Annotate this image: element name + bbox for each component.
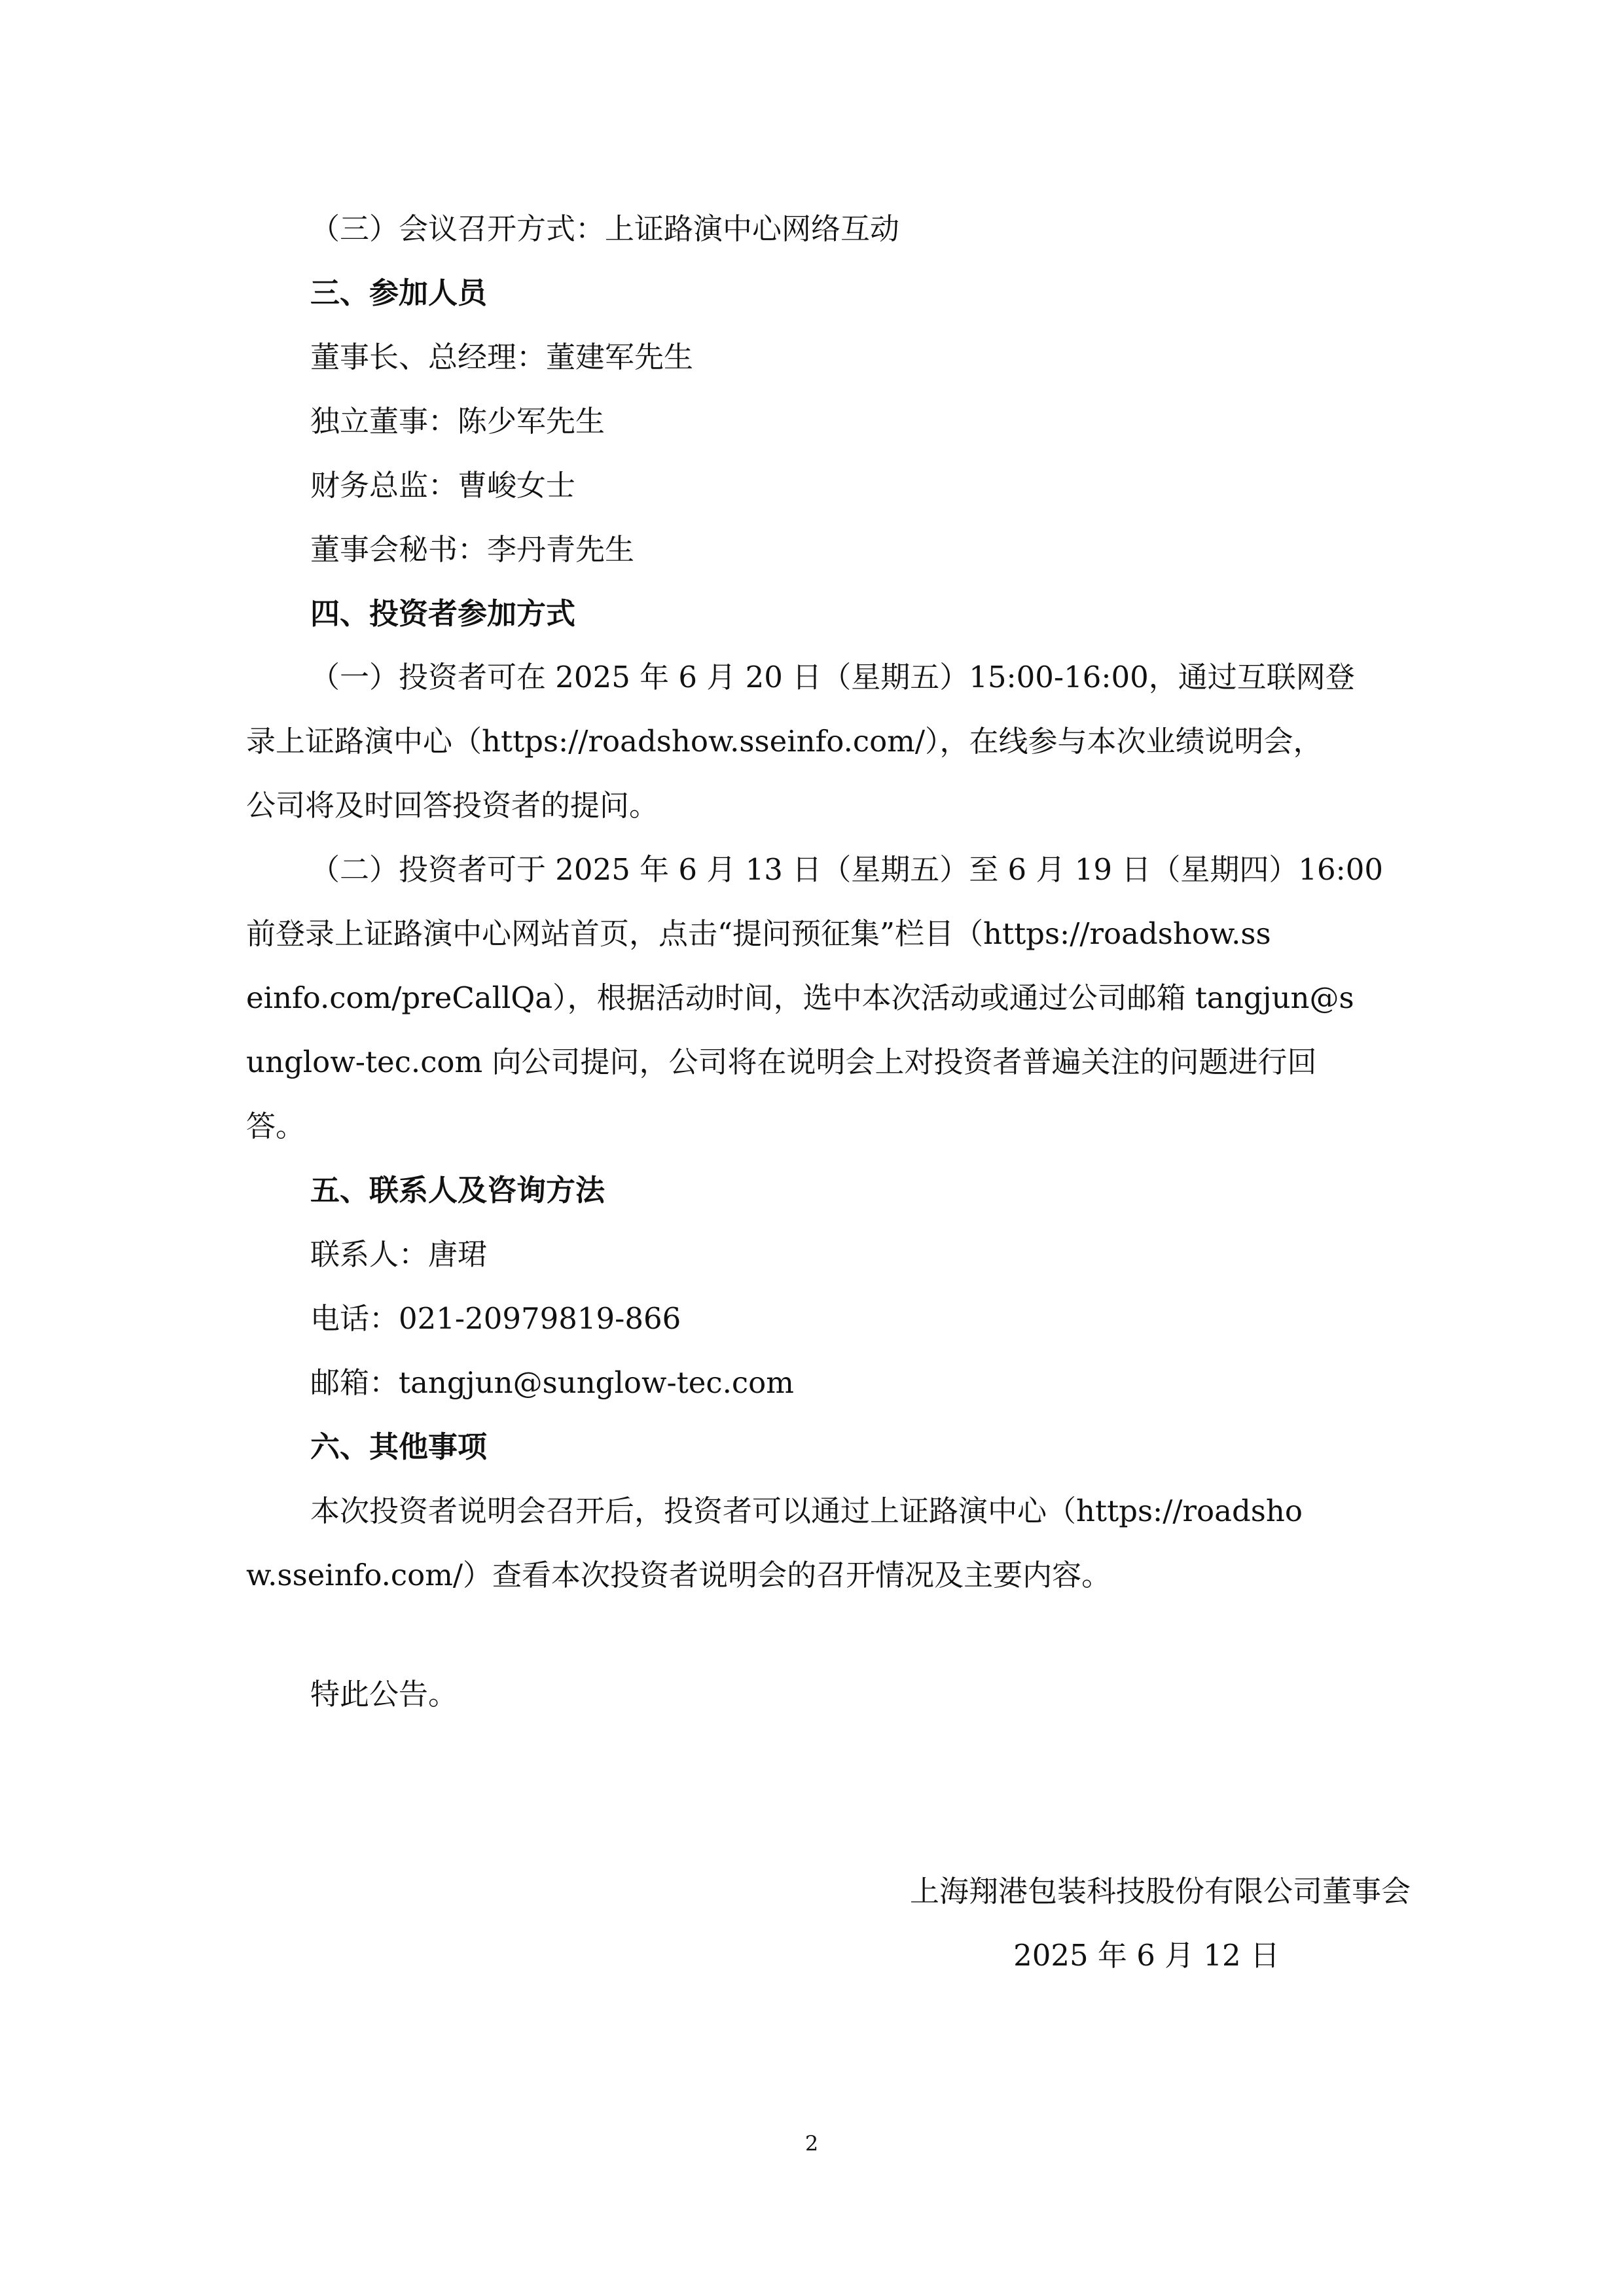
meeting-method-line: （三）会议召开方式：上证路演中心网络互动 — [310, 211, 900, 246]
investor-p2-line4: unglow-tec.com 向公司提问，公司将在说明会上对投资者普遍关注的问题进行回 — [246, 1045, 1317, 1079]
investor-participation-heading: 四、投资者参加方式 — [310, 596, 576, 631]
investor-p2-line3: einfo.com/preCallQa），根据活动时间，选中本次活动或通过公司邮箱 tangjun@s — [246, 980, 1354, 1015]
investor-p2-line2: 前登录上证路演中心网站首页，点击“提问预征集”栏目（https://roadshow.ss — [246, 916, 1271, 951]
participant-independent-director: 独立董事：陈少军先生 — [310, 404, 605, 439]
investor-p1-line2: 录上证路演中心（https://roadshow.sseinfo.com/），在线参与本次业绩说明会， — [246, 724, 1323, 759]
other-matters-heading: 六、其他事项 — [310, 1429, 488, 1464]
other-matters-line1: 本次投资者说明会召开后，投资者可以通过上证路演中心（https://roadsho — [310, 1494, 1303, 1528]
participants-heading: 三、参加人员 — [310, 276, 488, 310]
participant-board-secretary: 董事会秘书：李丹青先生 — [310, 532, 635, 567]
investor-p1-line1: （一）投资者可在 2025 年 6 月 20 日（星期五）15:00-16:00，通过互联网登 — [310, 660, 1355, 694]
page-number: 2 — [804, 2131, 819, 2156]
participant-chairman: 董事长、总经理：董建军先生 — [310, 340, 694, 374]
other-matters-line2: w.sseinfo.com/）查看本次投资者说明会的召开情况及主要内容。 — [246, 1558, 1111, 1592]
signature-company: 上海翔港包装科技股份有限公司董事会 — [909, 1874, 1411, 1909]
signature-date: 2025 年 6 月 12 日 — [1013, 1938, 1280, 1973]
investor-p2-line1: （二）投资者可于 2025 年 6 月 13 日（星期五）至 6 月 19 日（星期四）16:00 — [310, 852, 1384, 887]
closing-statement: 特此公告。 — [310, 1677, 458, 1712]
investor-p1-line3: 公司将及时回答投资者的提问。 — [246, 788, 659, 823]
investor-p2-line5: 答。 — [246, 1109, 306, 1143]
participant-cfo: 财务总监：曹峻女士 — [310, 468, 576, 503]
contact-heading: 五、联系人及咨询方法 — [310, 1173, 605, 1208]
contact-person: 联系人：唐珺 — [310, 1237, 488, 1272]
contact-email: 邮箱：tangjun@sunglow-tec.com — [310, 1365, 794, 1400]
contact-phone: 电话：021-20979819-866 — [310, 1301, 681, 1336]
